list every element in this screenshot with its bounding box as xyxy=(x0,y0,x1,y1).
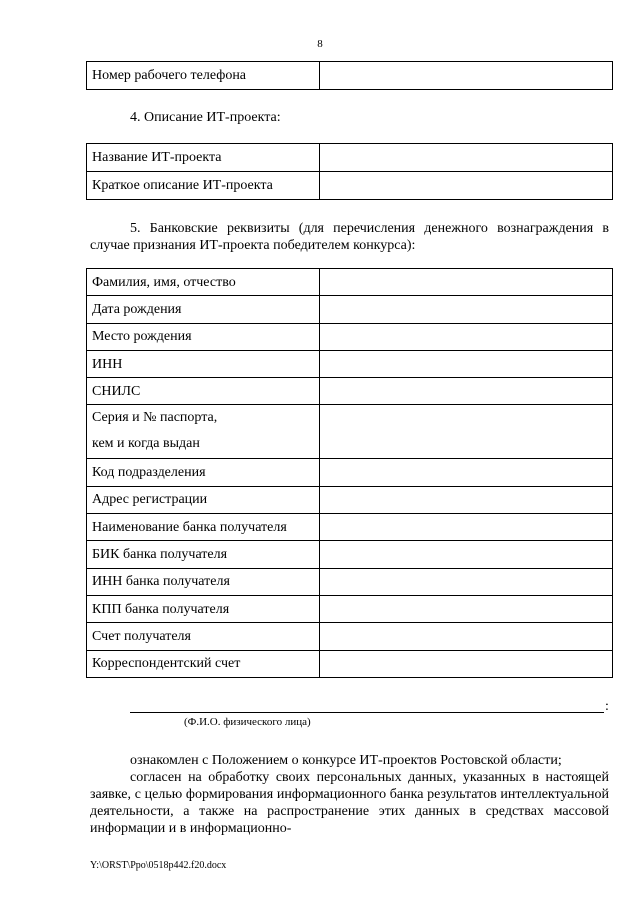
table-row xyxy=(87,541,613,568)
row-value-field[interactable] xyxy=(319,568,612,595)
row-value-field[interactable] xyxy=(319,459,612,486)
table-row xyxy=(87,350,613,377)
table-row xyxy=(87,269,613,296)
row-label: КПП банка получателя xyxy=(87,595,320,622)
row-value-field[interactable] xyxy=(319,296,612,323)
row-value-field[interactable] xyxy=(319,514,612,541)
table-row xyxy=(87,486,613,513)
section-4-heading: 4. Описание ИТ-проекта: xyxy=(130,110,281,125)
row-label: ИНН банка получателя xyxy=(87,568,320,595)
page-number: 8 xyxy=(317,38,323,50)
consent-paragraph: согласен на обработку своих персональных данных, указанных в настоящей заявке, с целью формирования информационного банка результатов интеллектуальной деятельности, а также на распространение этих данных в средствах массовой информации и в информационно- xyxy=(90,770,609,836)
row-value-field[interactable] xyxy=(319,486,612,513)
row-label: Наименование банка получателя xyxy=(87,514,320,541)
row-label: Название ИТ-проекта xyxy=(87,144,320,172)
row-label-line: Серия и № паспорта, xyxy=(92,410,218,426)
row-label: Место рождения xyxy=(87,323,320,350)
row-value-field[interactable] xyxy=(319,650,612,677)
table-row xyxy=(87,405,613,459)
row-label xyxy=(87,405,320,459)
row-value-field[interactable] xyxy=(319,595,612,622)
row-value-field[interactable] xyxy=(319,350,612,377)
row-value-field[interactable] xyxy=(319,62,612,90)
row-label: ИНН xyxy=(87,350,320,377)
row-value-field[interactable] xyxy=(319,623,612,650)
signature-line[interactable] xyxy=(130,712,604,713)
row-label: Фамилия, имя, отчество xyxy=(87,269,320,296)
table-row xyxy=(87,323,613,350)
signature-caption: (Ф.И.О. физического лица) xyxy=(184,716,311,728)
project-table xyxy=(86,143,613,200)
table-row xyxy=(87,514,613,541)
table-row xyxy=(87,296,613,323)
row-label: Адрес регистрации xyxy=(87,486,320,513)
row-label: Счет получателя xyxy=(87,623,320,650)
table-row xyxy=(87,62,613,90)
bank-details-table xyxy=(86,268,613,678)
row-label: Краткое описание ИТ-проекта xyxy=(87,172,320,200)
row-value-field[interactable] xyxy=(319,541,612,568)
row-value-field[interactable] xyxy=(319,405,612,459)
table-row xyxy=(87,459,613,486)
table-row xyxy=(87,144,613,172)
table-row xyxy=(87,650,613,677)
signature-colon: : xyxy=(605,699,609,714)
row-label: Код подразделения xyxy=(87,459,320,486)
table-row xyxy=(87,623,613,650)
table-row xyxy=(87,172,613,200)
row-label: Корреспондентский счет xyxy=(87,650,320,677)
row-label: БИК банка получателя xyxy=(87,541,320,568)
row-label: Номер рабочего телефона xyxy=(87,62,320,90)
row-value-field[interactable] xyxy=(319,323,612,350)
table-row xyxy=(87,568,613,595)
contact-table xyxy=(86,61,613,90)
table-row xyxy=(87,595,613,622)
row-value-field[interactable] xyxy=(319,172,612,200)
row-value-field[interactable] xyxy=(319,378,612,405)
file-path-footer: Y:\ORST\Ppo\0518p442.f20.docx xyxy=(90,860,227,871)
table-row xyxy=(87,378,613,405)
row-label: СНИЛС xyxy=(87,378,320,405)
section-5-heading: 5. Банковские реквизиты (для перечисления денежного вознаграждения в случае признания ИТ-проекта победителем конкурса): xyxy=(90,221,609,253)
acknowledgement-paragraph: ознакомлен с Положением о конкурсе ИТ-проектов Ростовской области; xyxy=(130,753,562,768)
row-label-line: кем и когда выдан xyxy=(92,436,200,452)
row-value-field[interactable] xyxy=(319,269,612,296)
row-value-field[interactable] xyxy=(319,144,612,172)
row-label: Дата рождения xyxy=(87,296,320,323)
